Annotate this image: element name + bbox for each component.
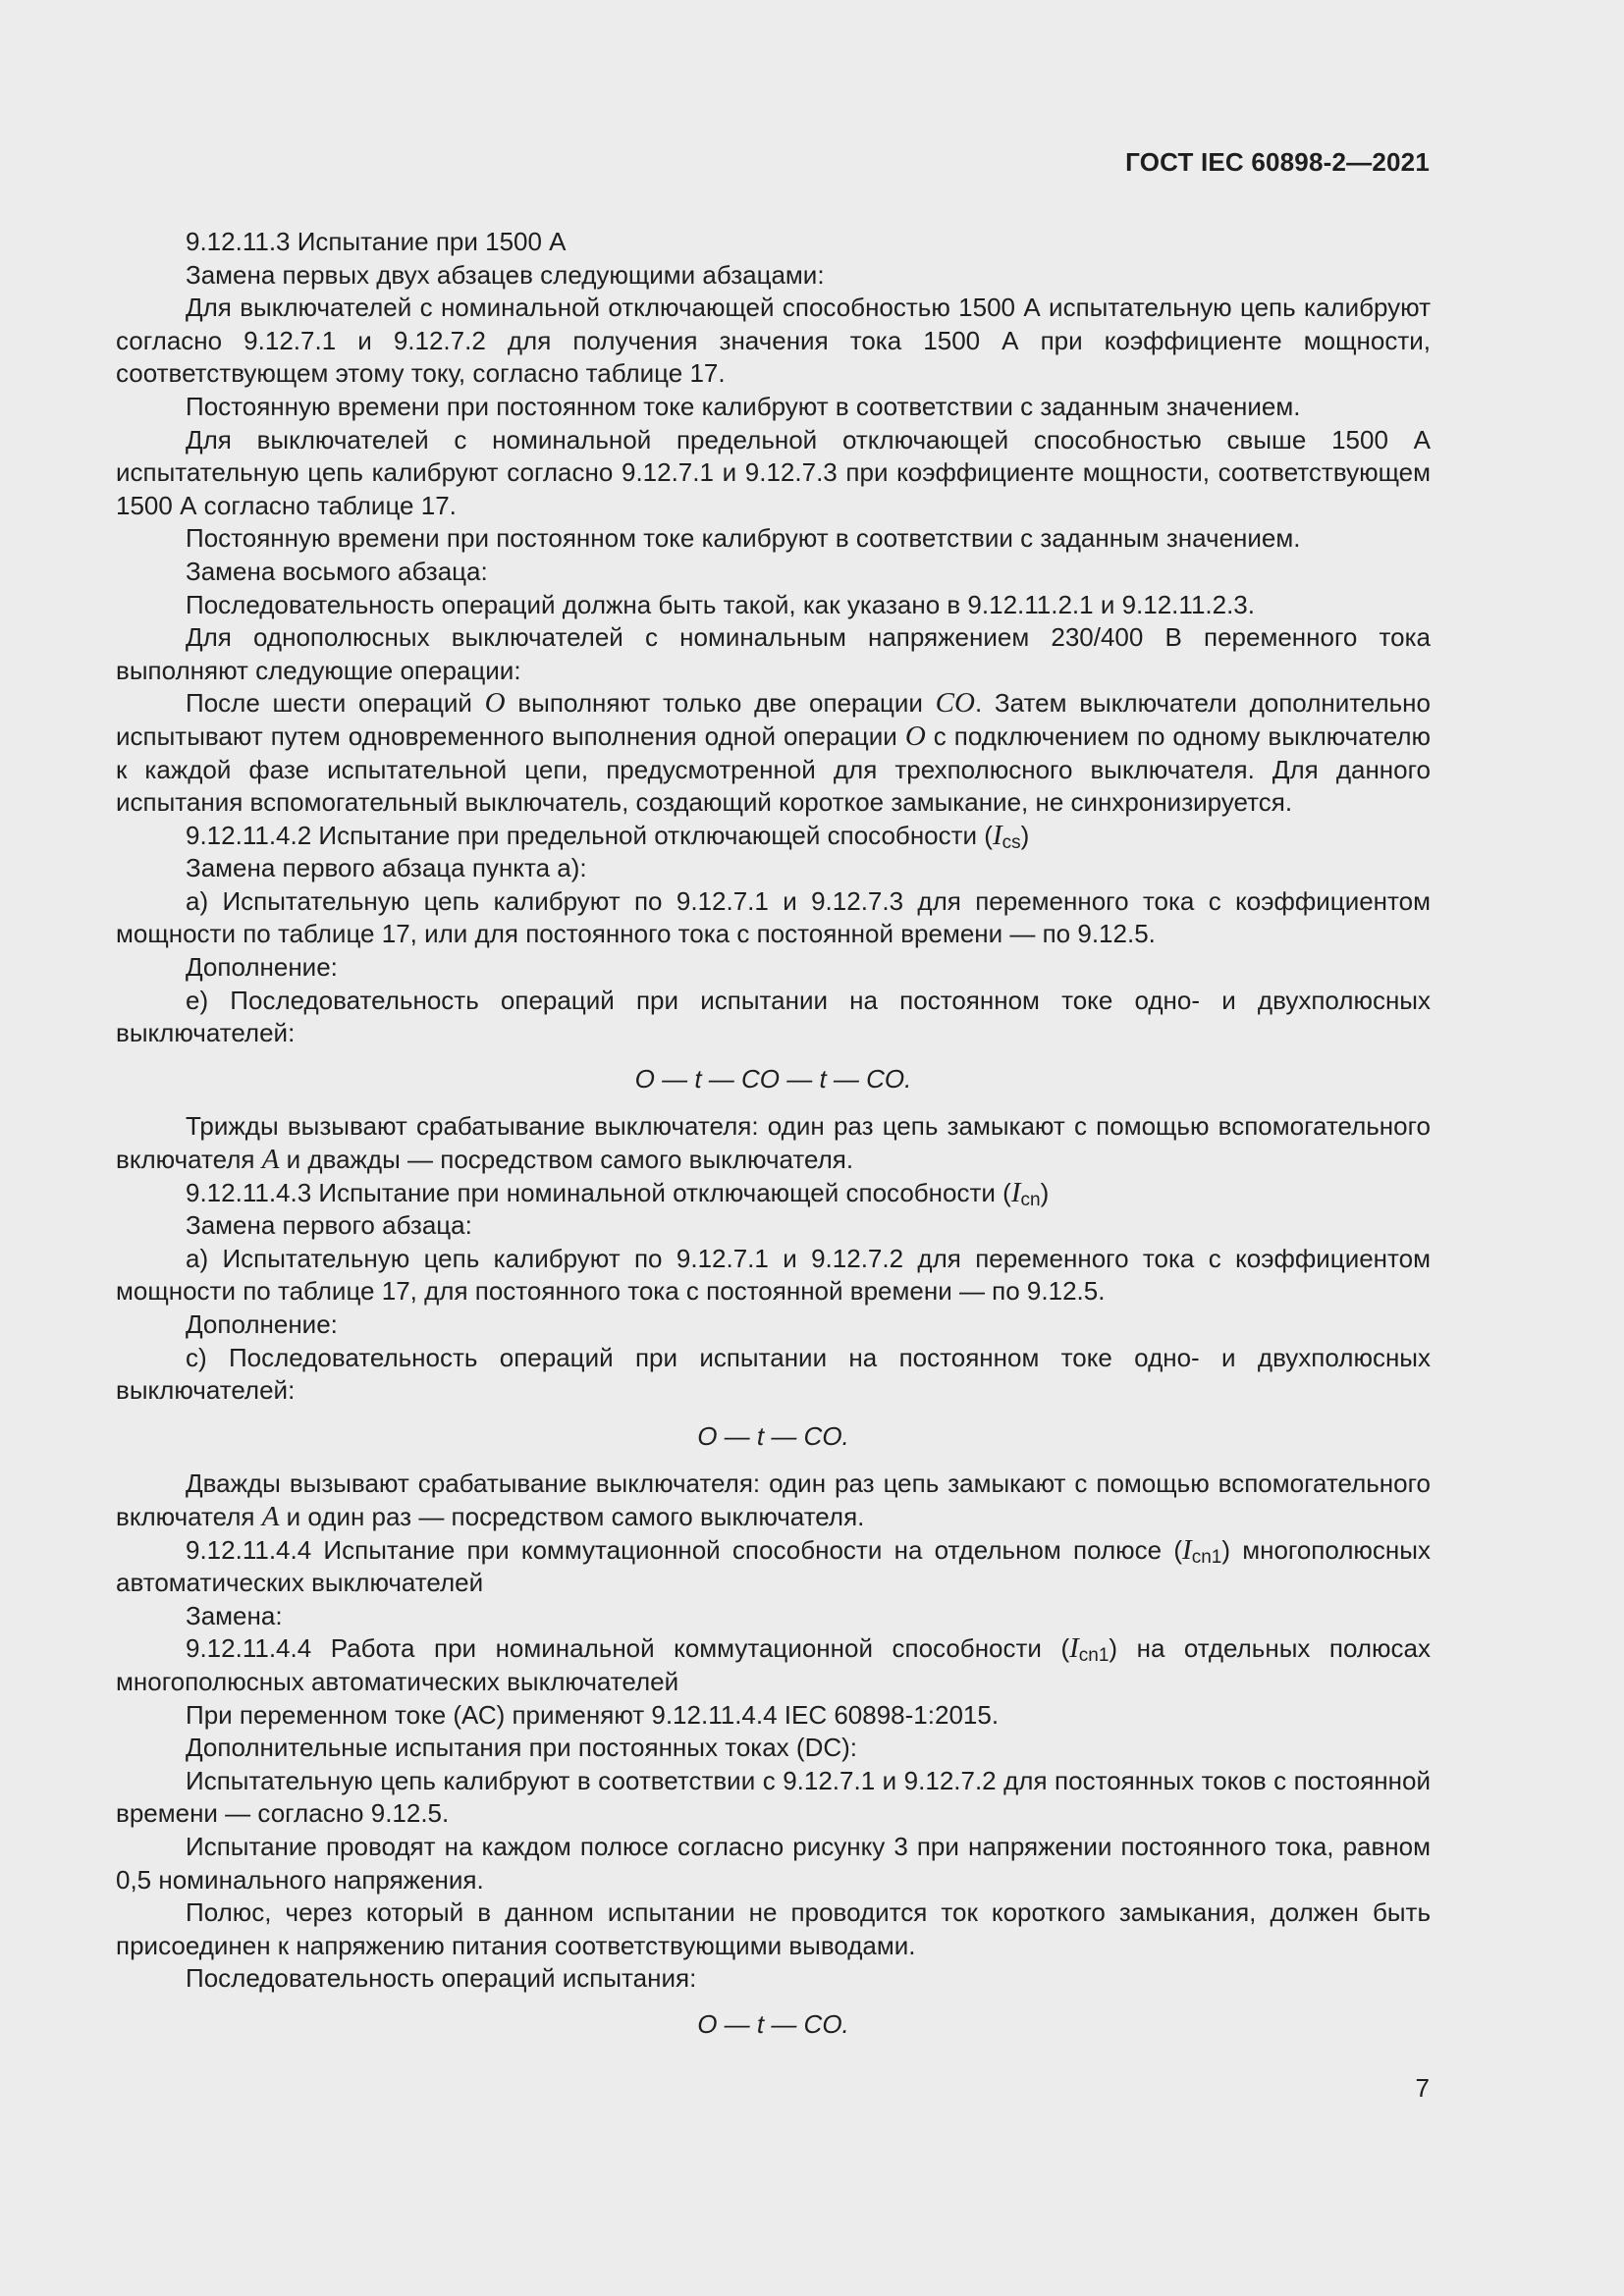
paragraph: с) Последовательность операций при испытании на постоянном токе одно- и двухполюсных выключателей:	[116, 1342, 1431, 1406]
paragraph: Для выключателей с номинальной отключающей способностью 1500 А испытательную цепь калибруют согласно 9.12.7.1 и 9.12.7.2 для получения значения тока 1500 А при коэффициенте мощности, соответствующем этому току, согласно таблице 17.	[116, 293, 1431, 389]
paragraph: Трижды вызывают срабатывание выключателя: один раз цепь замыкают с помощью вспомогательного включателя A и дважды — посредством самого выключателя.	[116, 1111, 1431, 1176]
clause-heading-9-12-11-4-3: 9.12.11.4.3 Испытание при номинальной отключающей способности $(I_{cn})$	[186, 1176, 1050, 1210]
document-body	[116, 226, 1431, 2041]
paragraph: После шести операций О выполняют только две операции СО. Затем выключатели дополнительно испытывают путем одновременного выполнения одной операции О с подключением по одному выключателю к каждой фазе испытательной цепи, предусмотренной для трехполюсного выключателя. Для данного испытания вспомогательный выключатель, создающий короткое замыкание, не синхронизируется.	[116, 687, 1432, 818]
paragraph: Испытание проводят на каждом полюсе согласно рисунку 3 при напряжении постоянного тока, равном 0,5 номинального напряжения.	[116, 1831, 1431, 1895]
paragraph: Замена первых двух абзацев следующими абзацами:	[186, 259, 825, 290]
paragraph: Последовательность операций должна быть такой, как указано в 9.12.11.2.1 и 9.12.11.2.3.	[186, 589, 1255, 619]
clause-heading-9-12-11-4-2: 9.12.11.4.2 Испытание при предельной отключающей способности $(I_{cs})$	[186, 819, 1030, 853]
paragraph: Последовательность операций испытания:	[186, 1963, 697, 1994]
paragraph: е) Последовательность операций при испытании на постоянном токе одно- и двухполюсных выключателей:	[116, 985, 1431, 1048]
paragraph: Для однополюсных выключателей с номинальным напряжением 230/400 В переменного тока выполняют следующие операции:	[116, 622, 1431, 685]
paragraph: а) Испытательную цепь калибруют по 9.12.7.1 и 9.12.7.2 для переменного тока с коэффициентом мощности по таблице 17, для постоянного тока с постоянной времени — по 9.12.5.	[116, 1243, 1431, 1307]
clause-heading-9-12-11-4-4: 9.12.11.4.4 Испытание при коммутационной способности на отдельном полюсе $(I_{cn1})$ многополюсных автоматических выключателей	[116, 1533, 1431, 1598]
paragraph: Дополнение:	[186, 952, 338, 983]
paragraph: Дважды вызывают срабатывание выключателя: один раз цепь замыкают с помощью вспомогательного включателя A и один раз — посредством самого выключателя.	[116, 1468, 1431, 1532]
paragraph: Замена первого абзаца пункта а):	[186, 853, 587, 883]
paragraph: Испытательную цепь калибруют в соответствии с 9.12.7.1 и 9.12.7.2 для постоянных токов с постоянной времени — согласно 9.12.5.	[116, 1765, 1431, 1829]
paragraph: Полюс, через который в данном испытании не проводится ток короткого замыкания, должен быть присоединен к напряжению питания соответствующими выводами.	[116, 1897, 1431, 1960]
operation-sequence-formula: O — t — CO.	[697, 1420, 849, 1451]
paragraph: Постоянную времени при постоянном токе калибруют в соответствии с заданным значением.	[186, 391, 1301, 421]
standard-code-header: ГОСТ IEC 60898-2—2021	[1125, 147, 1430, 177]
paragraph: Замена восьмого абзаца:	[186, 556, 488, 586]
paragraph: При переменном токе (АС) применяют 9.12.11.4.4 IEC 60898-1:2015.	[186, 1699, 1000, 1730]
paragraph: Для выключателей с номинальной предельной отключающей способностью свыше 1500 А испытательную цепь калибруют согласно 9.12.7.1 и 9.12.7.3 при коэффициенте мощности, соответствующем 1500 А согласно таблице 17.	[116, 424, 1431, 520]
paragraph: Постоянную времени при постоянном токе калибруют в соответствии с заданным значением.	[186, 523, 1301, 554]
clause-heading-9-12-11-3: 9.12.11.3 Испытание при 1500 А	[186, 227, 567, 256]
paragraph: Дополнение:	[186, 1309, 338, 1339]
operation-sequence-formula: O — t — CO — t — CO.	[634, 1063, 912, 1094]
paragraph: a) Испытательную цепь калибруют по 9.12.7.1 и 9.12.7.3 для переменного тока с коэффициентом мощности по таблице 17, или для постоянного тока с постоянной времени — по 9.12.5.	[116, 885, 1431, 949]
page-number: 7	[1415, 2073, 1430, 2103]
paragraph: Замена первого абзаца:	[186, 1210, 472, 1241]
paragraph: Дополнительные испытания при постоянных токах (DC):	[186, 1733, 857, 1763]
operation-sequence-formula: O — t — CO.	[697, 2008, 849, 2039]
paragraph: Замена:	[186, 1600, 283, 1630]
clause-heading-9-12-11-4-4-new: 9.12.11.4.4 Работа при номинальной коммутационной способности $(I_{cn1})$ на отдельных полюсах многополюсных автоматических выключателей	[116, 1632, 1431, 1696]
